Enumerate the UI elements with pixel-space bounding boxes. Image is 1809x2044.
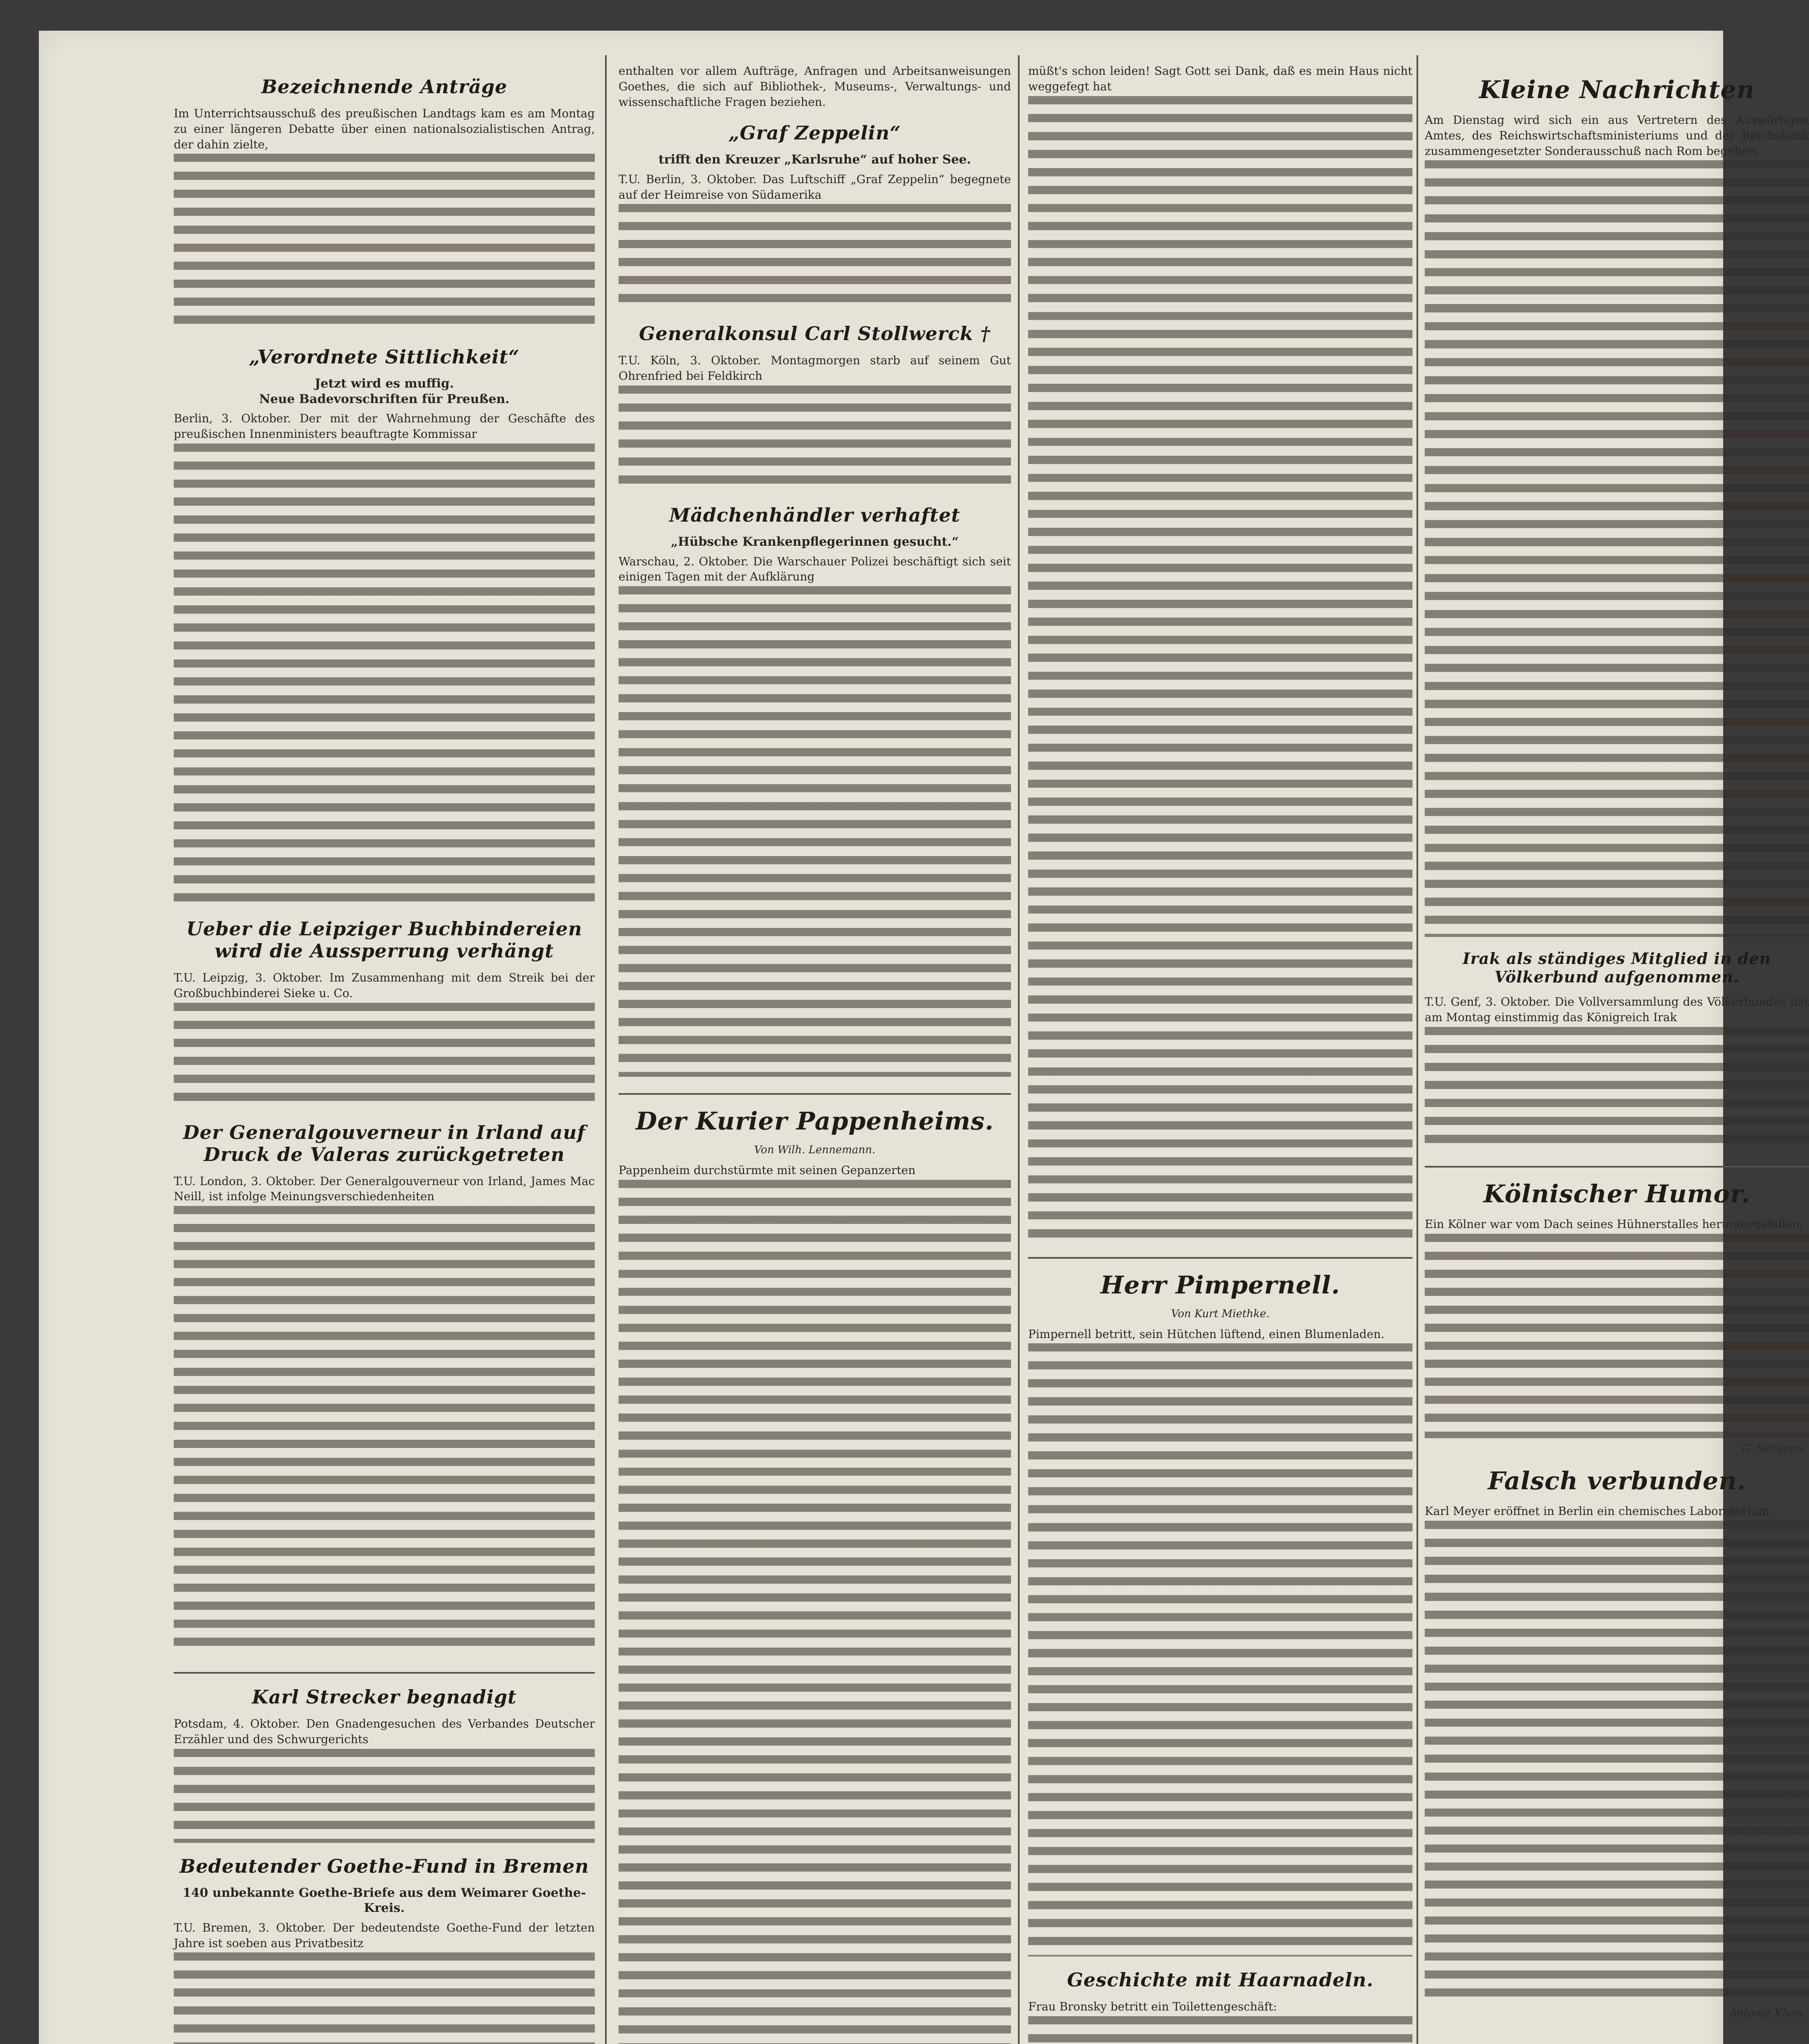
article-author: Von Kurt Miethke. — [1171, 1307, 1270, 1320]
column-rule — [605, 55, 607, 2044]
divider — [1028, 1257, 1412, 1259]
article-lead: Ein Kölner war vom Dach seines Hühnerstalles heruntergefallen, — [1425, 1217, 1804, 1231]
column-1 — [174, 63, 595, 2044]
article-maedchenhaendler — [619, 504, 1011, 1077]
article-body — [174, 444, 595, 905]
article-subtitle: 140 unbekannte Goethe-Briefe aus dem Weimarer Goethe-Kreis. — [182, 1885, 586, 1916]
article-title: Karl Strecker begnadigt — [252, 1686, 517, 1708]
article-signature: G. Schüren. — [1742, 1442, 1806, 1455]
article-kurier-pappenheims — [619, 1107, 1011, 2044]
article-lead: T.U. Bremen, 3. Oktober. Der bedeutendste Goethe-Fund der letzten Jahre ist soeben aus Privatbesitz — [174, 1921, 595, 1950]
article-lead: Frau Bronsky betritt ein Toilettengeschäft: — [1028, 2000, 1277, 2014]
article-lead: müßt's schon leiden! Sagt Gott sei Dank, daß es mein Haus nicht weggefegt hat — [1028, 64, 1412, 93]
article-title: Mädchenhändler verhaftet — [669, 504, 960, 527]
article-title: Der Generalgouverneur in Irland auf Druck de Valeras zurückgetreten — [183, 1121, 586, 1165]
article-signature: Antonie Khan. — [1729, 2007, 1806, 2019]
article-lead: T.U. London, 3. Oktober. Der Generalgouverneur von Irland, James Mac Neill, ist infolge Meinungsverschiedenheiten — [174, 1174, 595, 1204]
article-body — [174, 1952, 595, 2044]
article-title: Generalkonsul Carl Stollwerck † — [639, 323, 991, 345]
article-title: Bezeichnende Anträge — [261, 76, 507, 98]
article-body — [174, 154, 595, 334]
article-title: Bedeutender Goethe-Fund in Bremen — [179, 1855, 589, 1877]
article-lead: Warschau, 2. Oktober. Die Warschauer Polizei beschäftigt sich seit einigen Tagen mit der Aufklärung — [619, 554, 1011, 584]
article-title: Der Kurier Pappenheims. — [635, 1107, 994, 1136]
article-body — [1425, 1234, 1809, 1438]
article-body — [1028, 1343, 1412, 1957]
column-3 — [1028, 63, 1412, 2044]
article-lead: Potsdam, 4. Oktober. Den Gnadengesuchen des Verbandes Deutscher Erzähler und des Schwurgerichts — [174, 1717, 595, 1746]
article-kurier-continued — [1028, 63, 1412, 1241]
article-graf-zeppelin — [619, 122, 1011, 310]
article-lead: Pappenheim durchstürmte mit seinen Gepanzerten — [619, 1163, 916, 1177]
article-body — [1425, 160, 1809, 937]
article-body — [1425, 1521, 1809, 2003]
article-karl-strecker — [174, 1686, 595, 1843]
article-body — [174, 1003, 595, 1109]
article-body — [619, 586, 1011, 1077]
article-body — [174, 1749, 595, 1843]
article-body — [619, 204, 1011, 310]
article-title: Falsch verbunden. — [1488, 1466, 1746, 1495]
column-rule — [1018, 55, 1020, 2044]
article-bezeichnende-antraege — [174, 76, 595, 334]
article-stollwerck — [619, 323, 1011, 492]
article-body — [1028, 96, 1412, 1241]
divider — [619, 1093, 1011, 1095]
article-title: „Graf Zeppelin“ — [729, 122, 901, 144]
article-body — [1425, 1027, 1809, 1150]
article-lead: Am Dienstag wird sich ein aus Vertretern des Auswärtigen Amtes, des Reichswirtschaftsministeriums und der Reichsbank zusammengesetzter Sonderausschuß nach Rom begeben, — [1425, 113, 1809, 158]
article-lead: Pimpernell betritt, sein Hütchen lüftend, einen Blumenladen. — [1028, 1327, 1385, 1341]
article-herr-pimpernell — [1028, 1271, 1412, 1957]
column-rule — [1417, 55, 1418, 2044]
article-lead: Karl Meyer eröffnet in Berlin ein chemisches Laboratorium. — [1425, 1504, 1773, 1518]
article-lead: T.U. Köln, 3. Oktober. Montagmorgen starb auf seinem Gut Ohrenfried bei Feldkirch — [619, 354, 1011, 383]
article-leipzig-buchbindereien — [174, 918, 595, 1109]
article-title: „Verordnete Sittlichkeit“ — [249, 346, 520, 368]
article-kleine-nachrichten — [1425, 76, 1809, 937]
article-title: Ueber die Leipziger Buchbindereien wird die Aussperrung verhängt — [186, 917, 583, 962]
article-body — [1028, 2016, 1412, 2044]
article-irak-voelkerbund — [1425, 949, 1809, 1150]
article-verordnete-sittlichkeit — [174, 346, 595, 905]
article-body — [619, 385, 1011, 492]
article-generalgouverneur-irland — [174, 1121, 595, 1656]
article-body — [174, 1206, 595, 1656]
article-author: Von Wilh. Lennemann. — [754, 1144, 876, 1156]
article-lead: Im Unterrichtsausschuß des preußischen Landtags kam es am Montag zu einer längeren Debatte über einen nationalsozialistischen Antrag, der dahin zielte, — [174, 107, 595, 151]
article-falsch-verbunden — [1425, 1467, 1809, 2019]
article-title: Irak als ständiges Mitglied in den Völkerbund aufgenommen. — [1462, 949, 1771, 986]
article-lead: T.U. Genf, 3. Oktober. Die Vollversammlung des Völkerbundes hat am Montag einstimmig das Königreich Irak — [1425, 995, 1809, 1024]
divider — [1425, 1166, 1809, 1168]
article-title: Kleine Nachrichten — [1479, 76, 1755, 104]
article-title: Kölnischer Humor. — [1483, 1179, 1751, 1208]
article-title: Herr Pimpernell. — [1100, 1271, 1340, 1300]
article-lead: Berlin, 3. Oktober. Der mit der Wahrnehmung der Geschäfte des preußischen Innenministers beauftragte Kommissar — [174, 412, 595, 441]
article-subtitle: Jetzt wird es muffig. Neue Badevorschriften für Preußen. — [259, 377, 510, 406]
article-koelnischer-humor — [1425, 1180, 1809, 1455]
divider — [174, 1672, 595, 1674]
column-4 — [1425, 63, 1809, 2044]
article-lead: T.U. Leipzig, 3. Oktober. Im Zusammenhang mit dem Streik bei der Großbuchbinderei Sieke u. Co. — [174, 970, 595, 1000]
article-body — [619, 1180, 1011, 2044]
newspaper-page — [39, 31, 1809, 2044]
article-haarnadeln — [1028, 1969, 1412, 2044]
article-goethe-continued — [619, 63, 1011, 110]
article-goethe-fund — [174, 1855, 595, 2044]
article-subtitle: trifft den Kreuzer „Karlsruhe“ auf hoher See. — [658, 152, 971, 167]
article-lead: T.U. Berlin, 3. Oktober. Das Luftschiff „Graf Zeppelin“ begegnete auf der Heimreise von Südamerika — [619, 172, 1011, 202]
article-lead: enthalten vor allem Aufträge, Anfragen und Arbeitsanweisungen Goethes, die sich auf Bibliothek-, Museums-, Verwaltungs- und wissenschaftliche Fragen beziehen. — [619, 64, 1011, 109]
article-subtitle: „Hübsche Krankenpflegerinnen gesucht.“ — [670, 535, 959, 549]
column-2 — [619, 63, 1011, 2044]
article-title: Geschichte mit Haarnadeln. — [1067, 1969, 1374, 1991]
